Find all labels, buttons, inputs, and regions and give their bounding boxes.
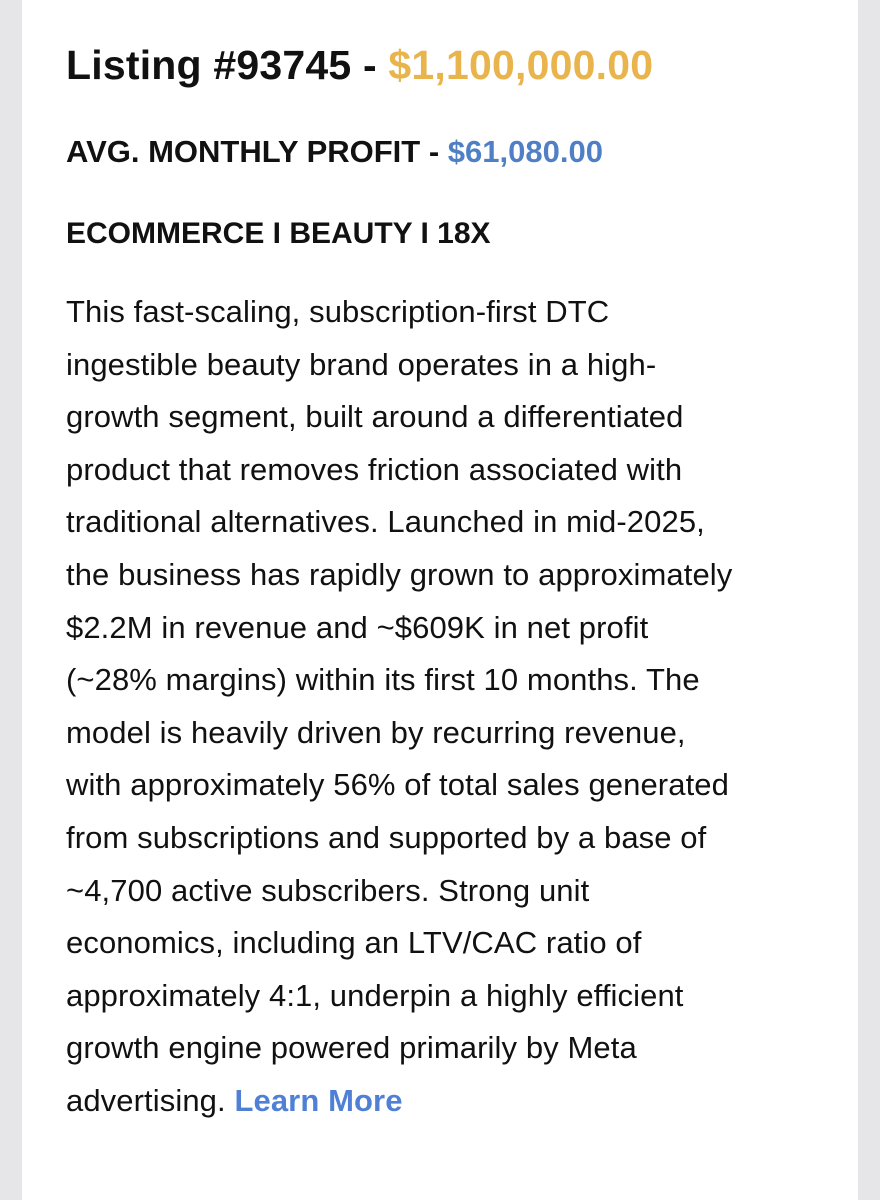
description-line: economics, including an LTV/CAC ratio of <box>66 925 642 961</box>
description-line: (~28% margins) within its first 10 months. The <box>66 662 700 698</box>
listing-description <box>66 286 826 1128</box>
listing-content <box>66 40 826 1128</box>
description-line: ingestible beauty brand operates in a high- <box>66 346 657 382</box>
description-line: product that removes friction associated with <box>66 451 683 487</box>
listing-title-prefix: Listing #93745 - <box>66 42 389 88</box>
description-line: the business has rapidly grown to approximately <box>66 556 733 592</box>
listing-price: $1,100,000.00 <box>388 42 654 88</box>
description-line: from subscriptions and supported by a base of <box>66 819 707 855</box>
avg-monthly-profit <box>66 132 826 172</box>
description-line: advertising. <box>66 1082 235 1118</box>
description-line: ~4,700 active subscribers. Strong unit <box>66 872 590 908</box>
profit-value: $61,080.00 <box>447 134 603 169</box>
description-line: $2.2M in revenue and ~$609K in net profit <box>66 609 649 645</box>
description-line: approximately 4:1, underpin a highly efficient <box>66 977 684 1013</box>
description-line: growth engine powered primarily by Meta <box>66 1030 637 1066</box>
profit-label: AVG. MONTHLY PROFIT - <box>66 134 448 169</box>
description-line: model is heavily driven by recurring revenue, <box>66 714 686 750</box>
listing-tags: ECOMMERCE I BEAUTY I 18X <box>66 217 491 250</box>
description-last-line <box>66 1075 826 1128</box>
learn-more-link[interactable]: Learn More <box>234 1082 403 1118</box>
listing-title <box>66 40 826 90</box>
listing-card <box>22 0 858 1200</box>
description-line: with approximately 56% of total sales generated <box>66 767 729 803</box>
description-line: This fast-scaling, subscription-first DTC <box>66 294 610 329</box>
description-line: growth segment, built around a differentiated <box>66 399 684 435</box>
description-line: traditional alternatives. Launched in mid-2025, <box>66 504 705 540</box>
